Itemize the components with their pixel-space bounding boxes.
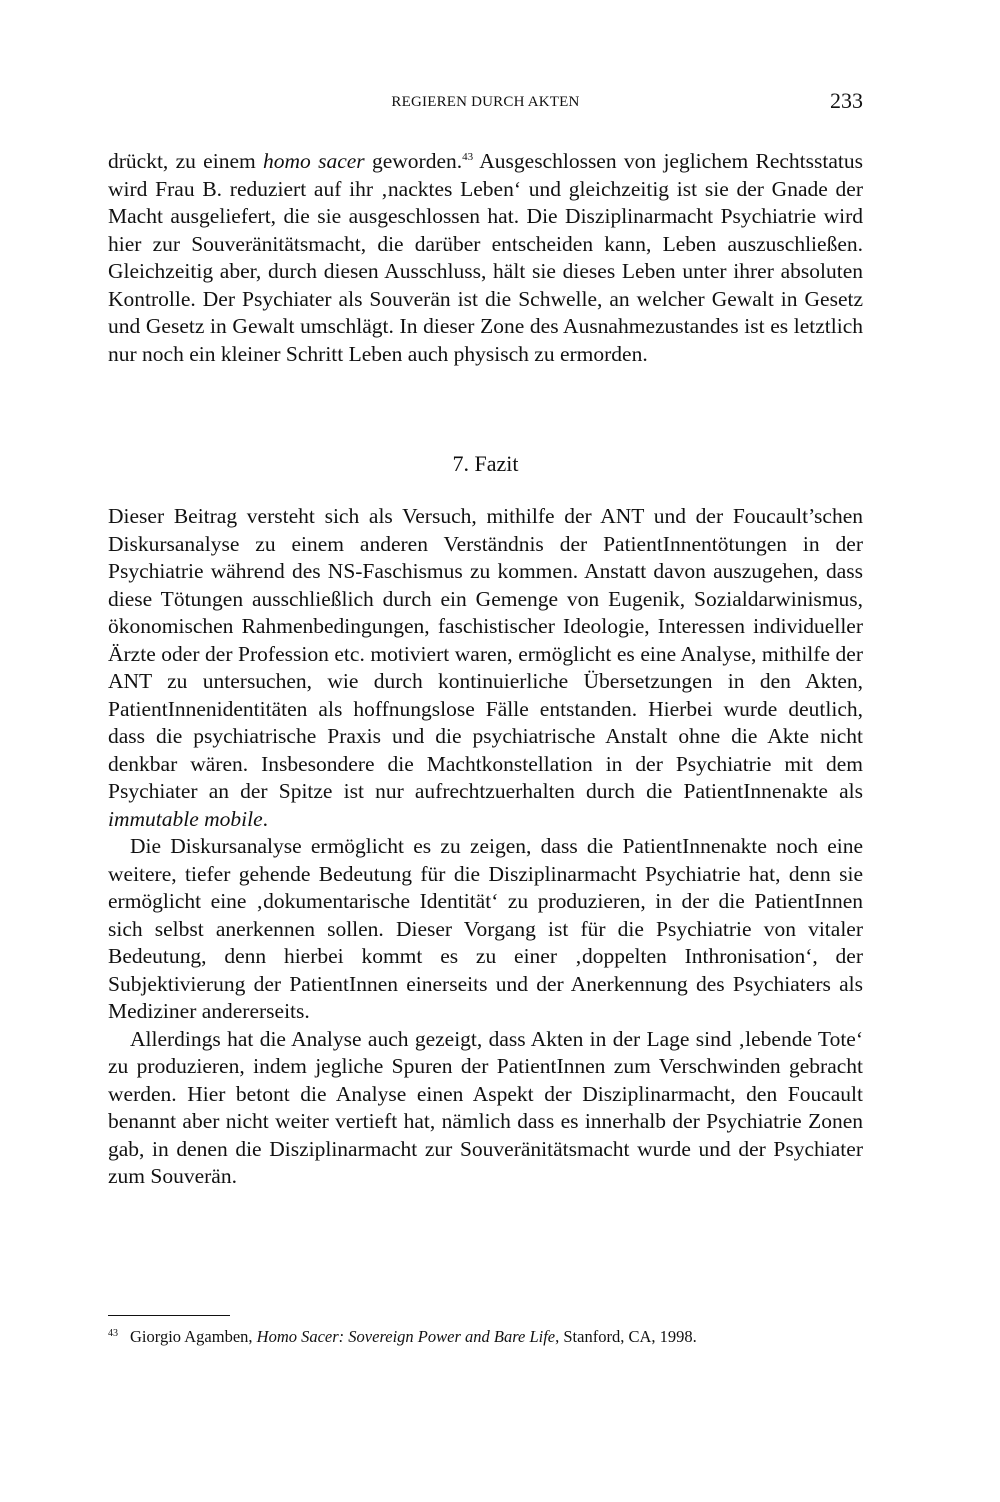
running-header-title: REGIEREN DURCH AKTEN: [391, 94, 580, 110]
paragraph: Allerdings hat die Analyse auch gezeigt, dass Akten in der Lage sind ‚lebende Tote‘ zu produzieren, indem jegliche Spuren der PatientInnen zum Verschwinden gebracht werden. Hier betont die Analyse einen Aspekt der Disziplinarmacht, den Foucault benannt aber nicht weiter vertieft hat, nämlich dass es innerhalb der Psychiatrie Zonen gab, in denen die Disziplinarmacht zur Souveränitätsmacht wurde und der Psychiater zum Souverän.: [108, 1026, 863, 1188]
page-number: 233: [830, 88, 863, 113]
footnote-marker: 43: [108, 1327, 118, 1339]
italic-term: homo sacer: [263, 149, 365, 173]
footnote-book-title: Homo Sacer: Sovereign Power and Bare Life: [256, 1327, 556, 1346]
paragraph-text: drückt, zu einem: [108, 149, 264, 173]
paragraph-text: Dieser Beitrag versteht sich als Versuch, mithilfe der ANT und der Foucault’schen Diskursanalyse zu einem anderen Verständnis der PatientInnentötungen in der Psychiatrie während des NS-Faschismus zu kommen. Anstatt davon auszugehen, dass diese Tötungen ausschließlich durch ein Gemenge von Eugenik, Sozialdarwinismus, ökonomischen Rahmenbedingungen, faschistischer Ideologie, Interessen individueller Ärzte oder der Profession etc. motiviert waren, ermöglicht es eine Analyse, mithilfe der ANT zu untersuchen, wie durch kontinuierliche Übersetzungen in den Akten, PatientInnenidentitäten als hoffnungslose Fälle entstanden. Hierbei wurde deutlich, dass die psychiatrische Praxis und die psychiatrische Anstalt ohne die Akte nicht denkbar wären. Insbesondere die Machtkonstellation in der Psychiatrie mit dem Psychiater an der Spitze ist nur aufrechtzuerhalten durch die PatientInnenakte als: [108, 504, 863, 803]
book-page: [108, 0, 863, 1502]
paragraph: [108, 148, 863, 368]
footnote: [108, 1326, 863, 1348]
continuation-paragraph: [108, 148, 863, 368]
paragraph-text: Ausgeschlossen von jeglichem Rechtsstatus wird Frau B. reduziert auf ihr ‚nacktes Leben‘ und gleichzeitig ist sie der Gnade der Macht ausgeliefert, die sie ausgeschlossen hat. Die Disziplinarmacht Psychiatrie wird hier zur Souveränitätsmacht, die darüber entscheiden kann, Leben auszuschließen. Gleichzeitig aber, durch diesen Ausschluss, hält sie dieses Leben unter ihrer absoluten Kontrolle. Der Psychiater als Souverän ist die Schwelle, an welcher Gewalt in Gesetz und Gesetz in Gewalt umschlägt. In dieser Zone des Ausnahmezustandes ist es letztlich nur noch ein kleiner Schritt Leben auch physisch zu ermorden.: [108, 149, 863, 366]
italic-term: immutable mobile: [108, 806, 263, 831]
section-heading: 7. Fazit: [452, 451, 519, 476]
footnote-author: Giorgio Agamben,: [130, 1327, 257, 1346]
paragraph-text: geworden.: [364, 149, 463, 173]
paragraph: Die Diskursanalyse ermöglicht es zu zeigen, dass die PatientInnenakte noch eine weitere, tiefer gehende Bedeutung für die Disziplinarmacht Psychiatrie hat, denn sie ermöglicht eine ‚dokumentarische Identität‘ zu produzieren, in der die PatientInnen sich selbst anerkennen sollen. Dieser Vorgang ist für die Psychiatrie von vitaler Bedeutung, denn hierbei kommt es zu einer ‚doppelten Inthronisation‘, der Subjektivierung der PatientInnen einerseits und der Anerkennung des Psychiaters als Mediziner andererseits.: [108, 834, 863, 1023]
footnote-reference[interactable]: 43: [462, 150, 474, 163]
paragraph: [108, 503, 863, 833]
paragraph-text: .: [262, 806, 269, 831]
footnote-publication: , Stanford, CA, 1998.: [555, 1327, 697, 1346]
footnote-divider: [108, 1315, 230, 1316]
running-header: [108, 88, 863, 118]
section-body: [108, 503, 863, 1191]
